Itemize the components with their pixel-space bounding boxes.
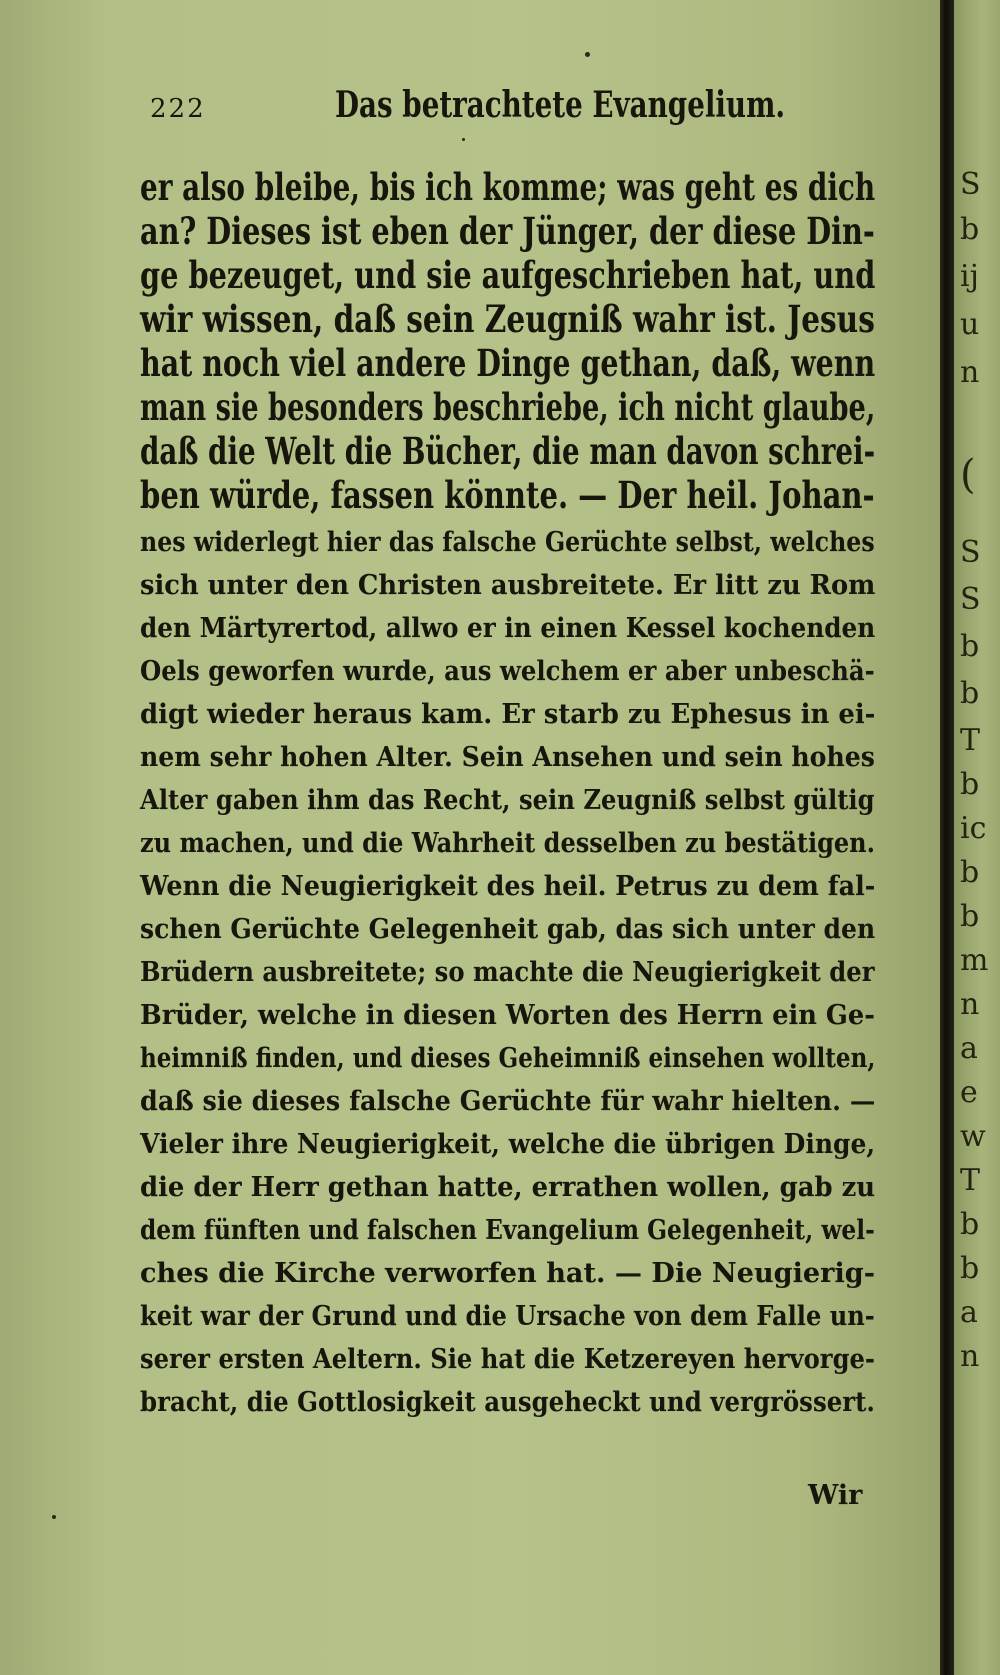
text-line: ches die Kirche verworfen hat. — Die Neugierig- <box>140 1258 875 1289</box>
text-line: ben würde, fassen könnte. — Der heil. Johan- <box>140 473 875 517</box>
book-gutter <box>940 0 954 1675</box>
facing-text-fragment: a <box>960 1031 978 1066</box>
facing-text-fragment: n <box>960 1339 980 1374</box>
facing-text-fragment: T <box>960 723 981 758</box>
text-line: serer ersten Aeltern. Sie hat die Ketzereyen hervorge- <box>140 1344 875 1375</box>
facing-text-fragment: T <box>960 1163 981 1198</box>
facing-page-edge <box>954 0 1000 1675</box>
facing-text-fragment: S <box>960 582 981 617</box>
catchword: Wir <box>808 1480 863 1511</box>
ink-speck <box>462 138 465 141</box>
text-line: nem sehr hohen Alter. Sein Ansehen und sein hohes <box>140 742 875 773</box>
text-line: an? Dieses ist eben der Jünger, der diese Din- <box>140 209 875 253</box>
text-line: zu machen, und die Wahrheit desselben zu bestätigen. <box>140 828 876 859</box>
text-line: digt wieder heraus kam. Er starb zu Ephesus in ei- <box>140 699 876 730</box>
text-line: ge bezeuget, und sie aufgeschrieben hat, und <box>140 253 876 297</box>
facing-text-fragment: S <box>960 535 981 570</box>
facing-text-fragment: S <box>960 167 981 202</box>
facing-text-fragment: u <box>960 307 980 342</box>
text-line: bracht, die Gottlosigkeit ausgeheckt und vergrössert. <box>140 1387 875 1418</box>
ink-speck <box>585 52 590 57</box>
running-title: Das betrachtete Evangelium. <box>335 84 786 126</box>
facing-text-fragment: b <box>960 1207 980 1242</box>
facing-text-fragment: b <box>960 629 980 664</box>
text-line: keit war der Grund und die Ursache von dem Falle un- <box>140 1301 875 1332</box>
facing-text-fragment: ij <box>960 259 979 294</box>
text-line: er also bleibe, bis ich komme; was geht es dich <box>140 165 876 209</box>
facing-text-fragment: b <box>960 212 980 247</box>
ink-speck <box>52 1515 56 1519</box>
text-line: die der Herr gethan hatte, errathen wollen, gab zu <box>140 1172 876 1203</box>
page-header <box>150 84 930 134</box>
text-line: wir wissen, daß sein Zeugniß wahr ist. Jesus <box>140 297 875 341</box>
facing-text-fragment: n <box>960 355 980 390</box>
text-line: Brüdern ausbreitete; so machte die Neugierigkeit der <box>140 957 875 988</box>
facing-text-fragment: b <box>960 1251 980 1286</box>
facing-text-fragment: e <box>960 1075 978 1110</box>
facing-text-fragment: m <box>960 943 989 978</box>
facing-text-fragment: w <box>960 1119 986 1154</box>
facing-text-fragment: b <box>960 855 980 890</box>
text-line: schen Gerüchte Gelegenheit gab, das sich unter den <box>140 914 876 945</box>
text-line: heimniß finden, und dieses Geheimniß einsehen wollten, <box>140 1043 876 1074</box>
facing-text-fragment: b <box>960 676 980 711</box>
text-line: daß sie dieses falsche Gerüchte für wahr hielten. — <box>140 1086 876 1117</box>
text-line: Brüder, welche in diesen Worten des Herrn ein Ge- <box>140 1000 875 1031</box>
text-line: sich unter den Christen ausbreitete. Er litt zu Rom <box>140 570 876 601</box>
text-line: man sie besonders beschriebe, ich nicht glaube, <box>140 385 876 429</box>
text-line: daß die Welt die Bücher, die man davon schrei- <box>140 429 876 473</box>
text-line: den Märtyrertod, allwo er in einen Kessel kochenden <box>140 613 876 644</box>
text-line: nes widerlegt hier das falsche Gerüchte selbst, welches <box>140 527 875 558</box>
text-line: Vieler ihre Neugierigkeit, welche die übrigen Dinge, <box>140 1129 876 1160</box>
facing-text-fragment: n <box>960 987 980 1022</box>
text-line: Oels geworfen wurde, aus welchem er aber unbeschä- <box>140 656 875 687</box>
facing-text-fragment: ic <box>960 811 987 846</box>
text-line: dem fünften und falschen Evangelium Gelegenheit, wel- <box>140 1215 875 1246</box>
page-number: 222 <box>150 94 206 124</box>
text-line: Alter gaben ihm das Recht, sein Zeugniß selbst gültig <box>140 785 875 816</box>
facing-text-fragment: b <box>960 767 980 802</box>
facing-text-fragment: b <box>960 899 980 934</box>
facing-text-fragment: a <box>960 1295 978 1330</box>
text-line: Wenn die Neugierigkeit des heil. Petrus zu dem fal- <box>140 871 876 902</box>
facing-text-fragment: ( <box>960 452 976 498</box>
text-line: hat noch viel andere Dinge gethan, daß, wenn <box>140 341 876 385</box>
